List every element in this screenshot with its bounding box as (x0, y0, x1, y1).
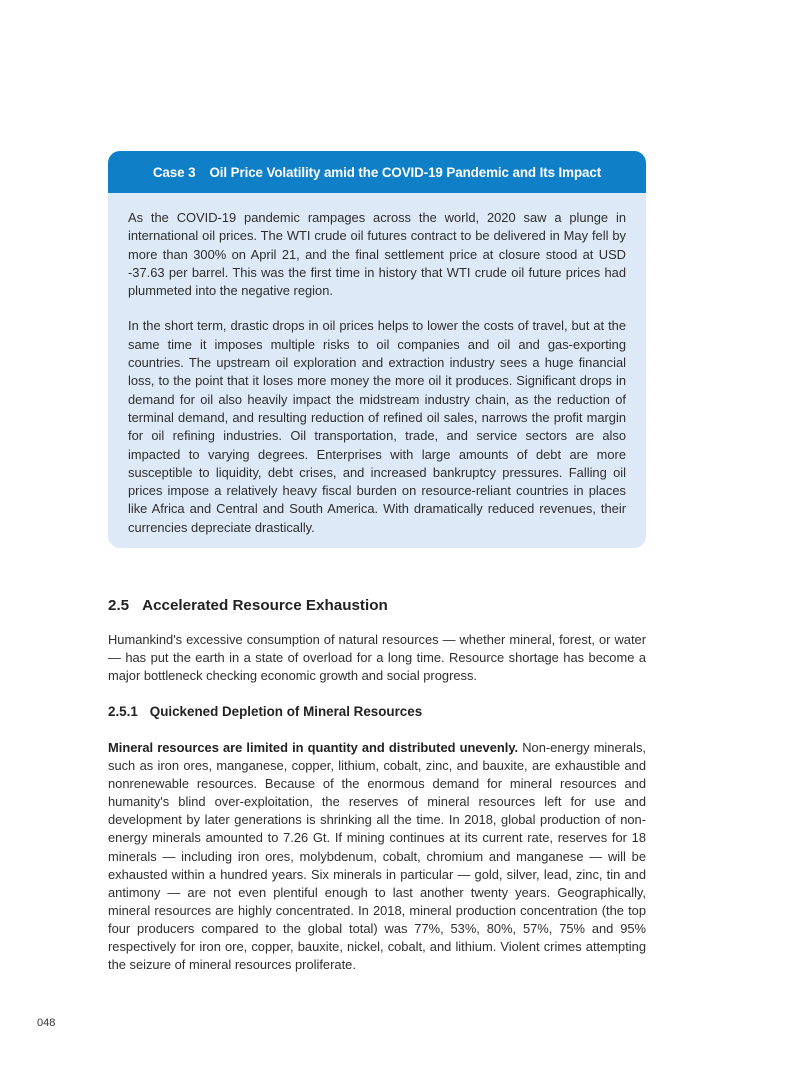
case-study-body (108, 193, 646, 537)
section-number: 2.5 (108, 597, 130, 614)
case-paragraph: In the short term, drastic drops in oil prices helps to lower the costs of travel, but at the same time it imposes multiple risks to oil companies and oil and gas-exporting countries. The upstream oil exploration and extraction industry sees a huge financial loss, to the point that it loses more money the more oil it produces. Significant drops in demand for oil also heavily impact the midstream industry chain, as the reduction of terminal demand, and resulting reduction of refined oil sales, narrows the profit margin for oil refining industries. Oil transportation, trade, and service sectors are also impacted to varying degrees. Enterprises with large amounts of debt are more susceptible to liquidity, debt crises, and increased bankruptcy pressures. Falling oil prices impose a relatively heavy fiscal burden on resource-reliant countries in places like Africa and Central and South America. With dramatically reduced revenues, their currencies depreciate drastically. (128, 318, 626, 535)
case-number: Case 3 (152, 164, 196, 180)
section-title-text: Accelerated Resource Exhaustion (142, 597, 388, 614)
subsection-heading (108, 704, 422, 719)
case-study-box (108, 151, 646, 548)
subsection-paragraph (108, 739, 646, 974)
lead-sentence: Mineral resources are limited in quantity and distributed unevenly. (108, 740, 519, 755)
subsection-number: 2.5.1 (108, 704, 138, 719)
section-intro-paragraph: Humankind's excessive consumption of natural resources — whether mineral, forest, or water — has put the earth in a state of overload for a long time. Resource shortage has become a major bottleneck checking economic growth and social progress. (108, 632, 646, 684)
body-text: Non-energy minerals, such as iron ores, manganese, copper, lithium, cobalt, zinc, and bauxite, are exhaustible and nonrenewable resources. Because of the enormous demand for mineral resources and humanity's blind over-exploitation, the reserves of mineral resources left for use and development by later generations is shrinking all the time. In 2018, global production of non-energy minerals amounted to 7.26 Gt. If mining continues at its current rate, reserves for 18 minerals — including iron ores, molybdenum, cobalt, chromium and manganese — will be exhausted within a hundred years. Six minerals in particular — gold, silver, lead, zinc, tin and antimony — are not even plentiful enough to last another twenty years. Geographically, mineral resources are highly concentrated. In 2018, mineral production concentration (the top four producers compared to the global total) was 77%, 53%, 80%, 57%, 75% and 95% respectively for iron ore, copper, bauxite, nickel, cobalt, and lithium. Violent crimes attempting the seizure of mineral resources proliferate. (108, 740, 646, 973)
section-heading (108, 597, 388, 614)
case-title: Oil Price Volatility amid the COVID-19 Pandemic and Its Impact (209, 164, 602, 180)
case-paragraph: As the COVID-19 pandemic rampages across the world, 2020 saw a plunge in international oil prices. The WTI crude oil futures contract to be delivered in May fell by more than 300% on April 21, and the final settlement price at closure stood at USD -37.63 per barrel. This was the first time in history that WTI crude oil future prices had plummeted into the negative region. (128, 210, 626, 299)
page-number: 048 (37, 1017, 56, 1029)
subsection-title-text: Quickened Depletion of Mineral Resources (149, 704, 423, 719)
case-study-header (108, 151, 646, 193)
